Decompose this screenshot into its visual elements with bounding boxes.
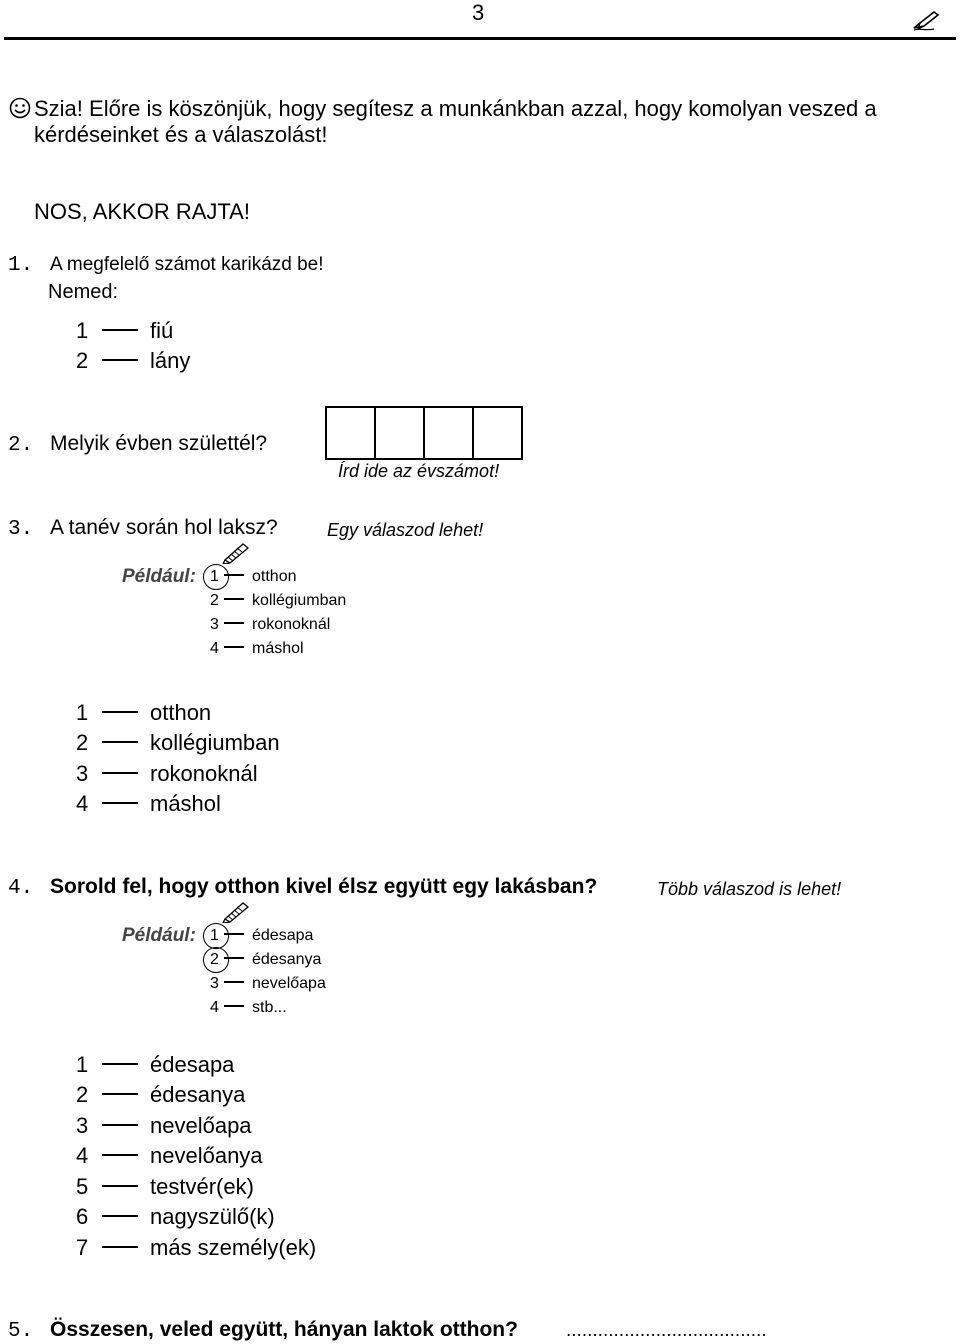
q3-example-option: 4 máshol <box>210 640 304 657</box>
year-digit-box[interactable] <box>325 406 376 460</box>
q4-option[interactable]: 4 nevelőanya <box>76 1143 263 1168</box>
intro-line-2: kérdéseinket és a válaszolást! <box>34 122 328 147</box>
q3-option[interactable]: 2 kollégiumban <box>76 730 280 755</box>
q4-example-option: 1 édesapa <box>210 927 314 944</box>
q4-number: 4. <box>8 877 34 900</box>
header-rule <box>4 37 956 40</box>
q5-answer-blank[interactable]: ...................................... <box>566 1320 767 1341</box>
q4-option[interactable]: 2 édesanya <box>76 1082 246 1107</box>
q4-hint: Több válaszod is lehet! <box>657 879 842 899</box>
pencil-icon <box>221 540 251 564</box>
q1-option[interactable]: 2 lány <box>76 348 191 373</box>
q4-example-label: Például: <box>122 925 196 946</box>
smiley-icon <box>9 97 31 119</box>
q1-number: 1. <box>8 254 34 277</box>
year-digit-box[interactable] <box>472 406 523 460</box>
q4-example-option: 4 stb... <box>210 999 287 1016</box>
q3-example-option: 1 otthon <box>210 568 297 585</box>
q4-option[interactable]: 6 nagyszülő(k) <box>76 1204 275 1229</box>
pencil-icon <box>221 899 251 923</box>
year-input-boxes[interactable] <box>325 406 523 460</box>
q3-question: A tanév során hol laksz? <box>50 516 278 539</box>
page-number: 3 <box>472 0 485 25</box>
q1-instruction: A megfelelő számot karikázd be! <box>50 254 324 275</box>
q3-example-option: 2 kollégiumban <box>210 592 347 609</box>
year-digit-box[interactable] <box>423 406 474 460</box>
q5-number: 5. <box>8 1320 34 1343</box>
q4-option[interactable]: 1 édesapa <box>76 1052 235 1077</box>
intro-rally: NOS, AKKOR RAJTA! <box>34 199 250 224</box>
q2-hint: Írd ide az évszámot! <box>338 461 500 481</box>
q3-option[interactable]: 1 otthon <box>76 700 212 725</box>
q3-number: 3. <box>8 518 34 541</box>
writing-hand-icon <box>912 8 942 32</box>
q4-option[interactable]: 3 nevelőapa <box>76 1113 252 1138</box>
q4-question: Sorold fel, hogy otthon kivel élsz együtt egy lakásban? <box>50 875 598 898</box>
intro-line-1: Szia! Előre is köszönjük, hogy segítesz a munkánkban azzal, hogy komolyan veszed a <box>34 96 877 121</box>
q5-question: Összesen, veled együtt, hányan laktok otthon? <box>50 1318 518 1341</box>
year-digit-box[interactable] <box>374 406 425 460</box>
q4-option[interactable]: 7 más személy(ek) <box>76 1235 317 1260</box>
q3-option[interactable]: 3 rokonoknál <box>76 761 258 786</box>
q3-hint: Egy válaszod lehet! <box>327 520 484 540</box>
q1-option[interactable]: 1 fiú <box>76 318 174 343</box>
q1-question: Nemed: <box>48 281 119 303</box>
q3-example-label: Például: <box>122 566 196 587</box>
q4-example-option: 3 nevelőapa <box>210 975 326 992</box>
q3-example-option: 3 rokonoknál <box>210 616 331 633</box>
q4-example-option: 2 édesanya <box>210 951 322 968</box>
q2-question: Melyik évben születtél? <box>50 432 268 455</box>
q3-option[interactable]: 4 máshol <box>76 791 221 816</box>
q2-number: 2. <box>8 434 34 457</box>
q4-option[interactable]: 5 testvér(ek) <box>76 1174 254 1199</box>
